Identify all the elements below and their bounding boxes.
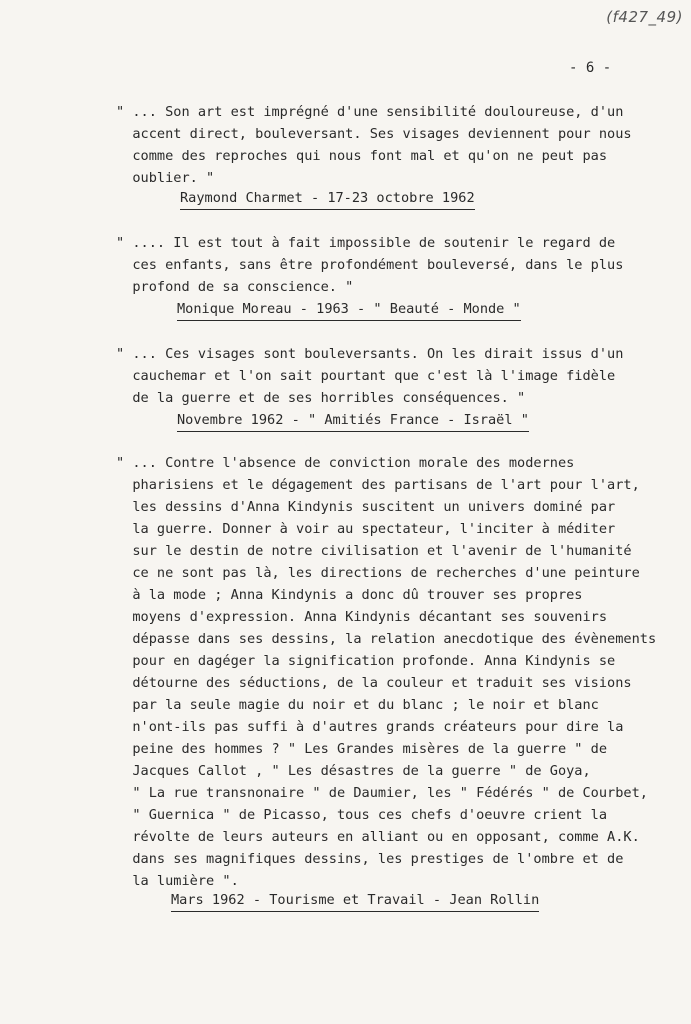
press-quote-4: " ... Contre l'absence de conviction morale des modernes pharisiens et le dégagement des partisans de l'art pour l'art, les dessins d'Anna Kindynis suscitent un univers dominé par la guerre. Donner à voir au spectateur, l'inciter à méditer sur le destin de notre civilisation et l'avenir de l'humanité ce ne sont pas là, les directions de recherches d'une peinture à la mode ; Anna Kindynis a donc dû trouver ses propres moyens d'expression. Anna Kindynis décantant ses souvenirs dépasse dans ses dessins, la relation anecdotique des évènements pour en dagéger la signification profonde. Anna Kindynis se détourne des séductions, de la couleur et traduit ses visions par la seule magie du noir et du blanc ; le noir et blanc n'ont-ils pas suffi à d'autres grands créateurs pour dire la peine des hommes ? " Les Grandes misères de la guerre " de Jacques Callot , " Les désastres de la guerre " de Goya, " La rue transnonaire " de Daumier, les " Fédérés " de Courbet, " Guernica " de Picasso, tous ces chefs d'oeuvre crient la révolte de leurs auteurs en alliant ou en opposant, comme A.K. dans ses magnifiques dessins, les prestiges de l'ombre et de la lumière ". [116,455,657,889]
press-quote-2: " .... Il est tout à fait impossible de soutenir le regard de ces enfants, sans être profondément bouleversé, dans le plus profond de sa conscience. " [116,235,624,295]
quote-attribution-4: Mars 1962 - Tourisme et Travail - Jean Rollin [171,889,539,912]
quote-attribution-1: Raymond Charmet - 17-23 octobre 1962 [180,187,475,210]
quote-attribution-3: Novembre 1962 - " Amitiés France - Israël " [177,409,529,432]
archive-reference-note: (f427_49) [606,8,683,26]
quote-attribution-2: Monique Moreau - 1963 - " Beauté - Monde " [177,298,521,321]
page-number: - 6 - [569,60,612,76]
press-quote-3: " ... Ces visages sont bouleversants. On les dirait issus d'un cauchemar et l'on sait pourtant que c'est là l'image fidèle de la guerre et de ses horribles conséquences. " [116,346,624,406]
press-quote-1: " ... Son art est imprégné d'une sensibilité douloureuse, d'un accent direct, bouleversant. Ses visages deviennent pour nous comme des reproches qui nous font mal et qu'on ne peut pas oublier. " [116,104,632,186]
